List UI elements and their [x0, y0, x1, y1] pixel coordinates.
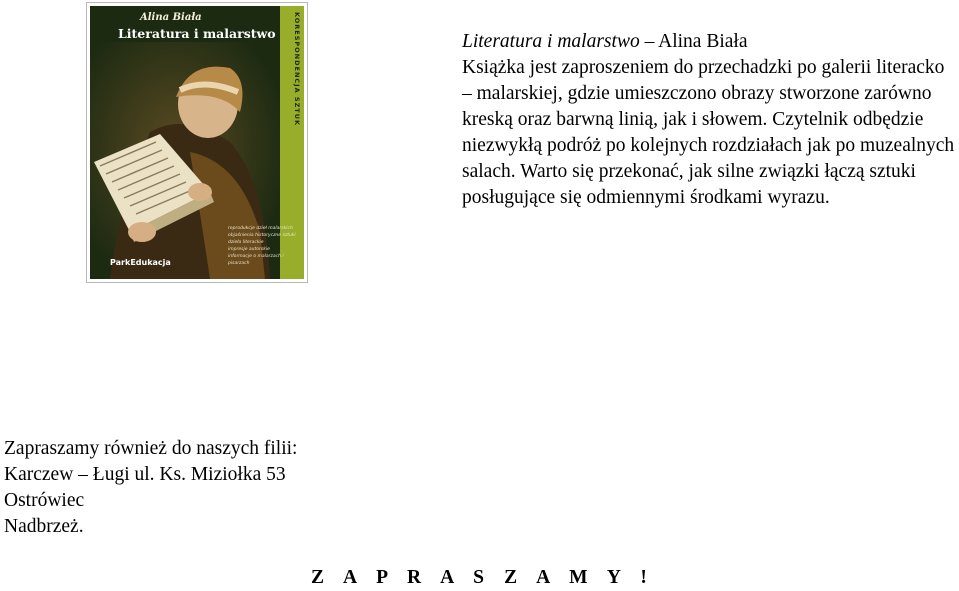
book-cover — [90, 6, 304, 279]
cover-feature-item: informacje o malarzach i pisarzach — [228, 254, 284, 266]
book-cover-frame — [86, 2, 308, 283]
branches-section — [4, 436, 297, 540]
book-description-text: Książka jest zaproszeniem do przechadzki po galerii literacko – malarskiej, gdzie umieszczono obrazy stworzone zarówno kreską oraz barwną linią, jak i słowem. Czytelnik odbędzie niezwykłą podróż po kolejnych rozdziałach jak po muzealnych salach. Warto się przekonać, jak silne związki łączą sztuki posługujące się odmiennymi środkami wyrazu. — [462, 57, 955, 208]
cover-feature-list — [228, 225, 304, 267]
cover-feature-item: objaśnienia historyczne sztuki — [228, 233, 296, 238]
book-description — [462, 29, 958, 211]
book-title: Literatura i malarstwo — [462, 31, 640, 52]
cover-feature-item: reprodukcje dzieł malarskich — [228, 226, 293, 231]
branch-item: Nadbrzeż. — [4, 516, 84, 537]
invitation-text: Z A P R A S Z A M Y ! — [311, 567, 655, 588]
book-author: – Alina Biała — [639, 31, 748, 52]
cover-title: Literatura i malarstwo — [118, 26, 276, 41]
cover-publisher-logo: ParkEdukacja — [110, 258, 171, 267]
branches-heading: Zapraszamy również do naszych filii: — [4, 438, 298, 459]
cover-author: Alina Biała — [140, 12, 202, 23]
cover-feature-item: dzieła literackie — [228, 240, 264, 245]
branch-item: Ostrówiec — [4, 490, 85, 511]
cover-feature-item: impresje autorskie — [228, 247, 270, 252]
cover-series-label: KORESPONDENCJA SZTUK — [293, 12, 301, 127]
branch-item: Karczew – Ługi ul. Ks. Miziołka 53 — [4, 464, 286, 485]
